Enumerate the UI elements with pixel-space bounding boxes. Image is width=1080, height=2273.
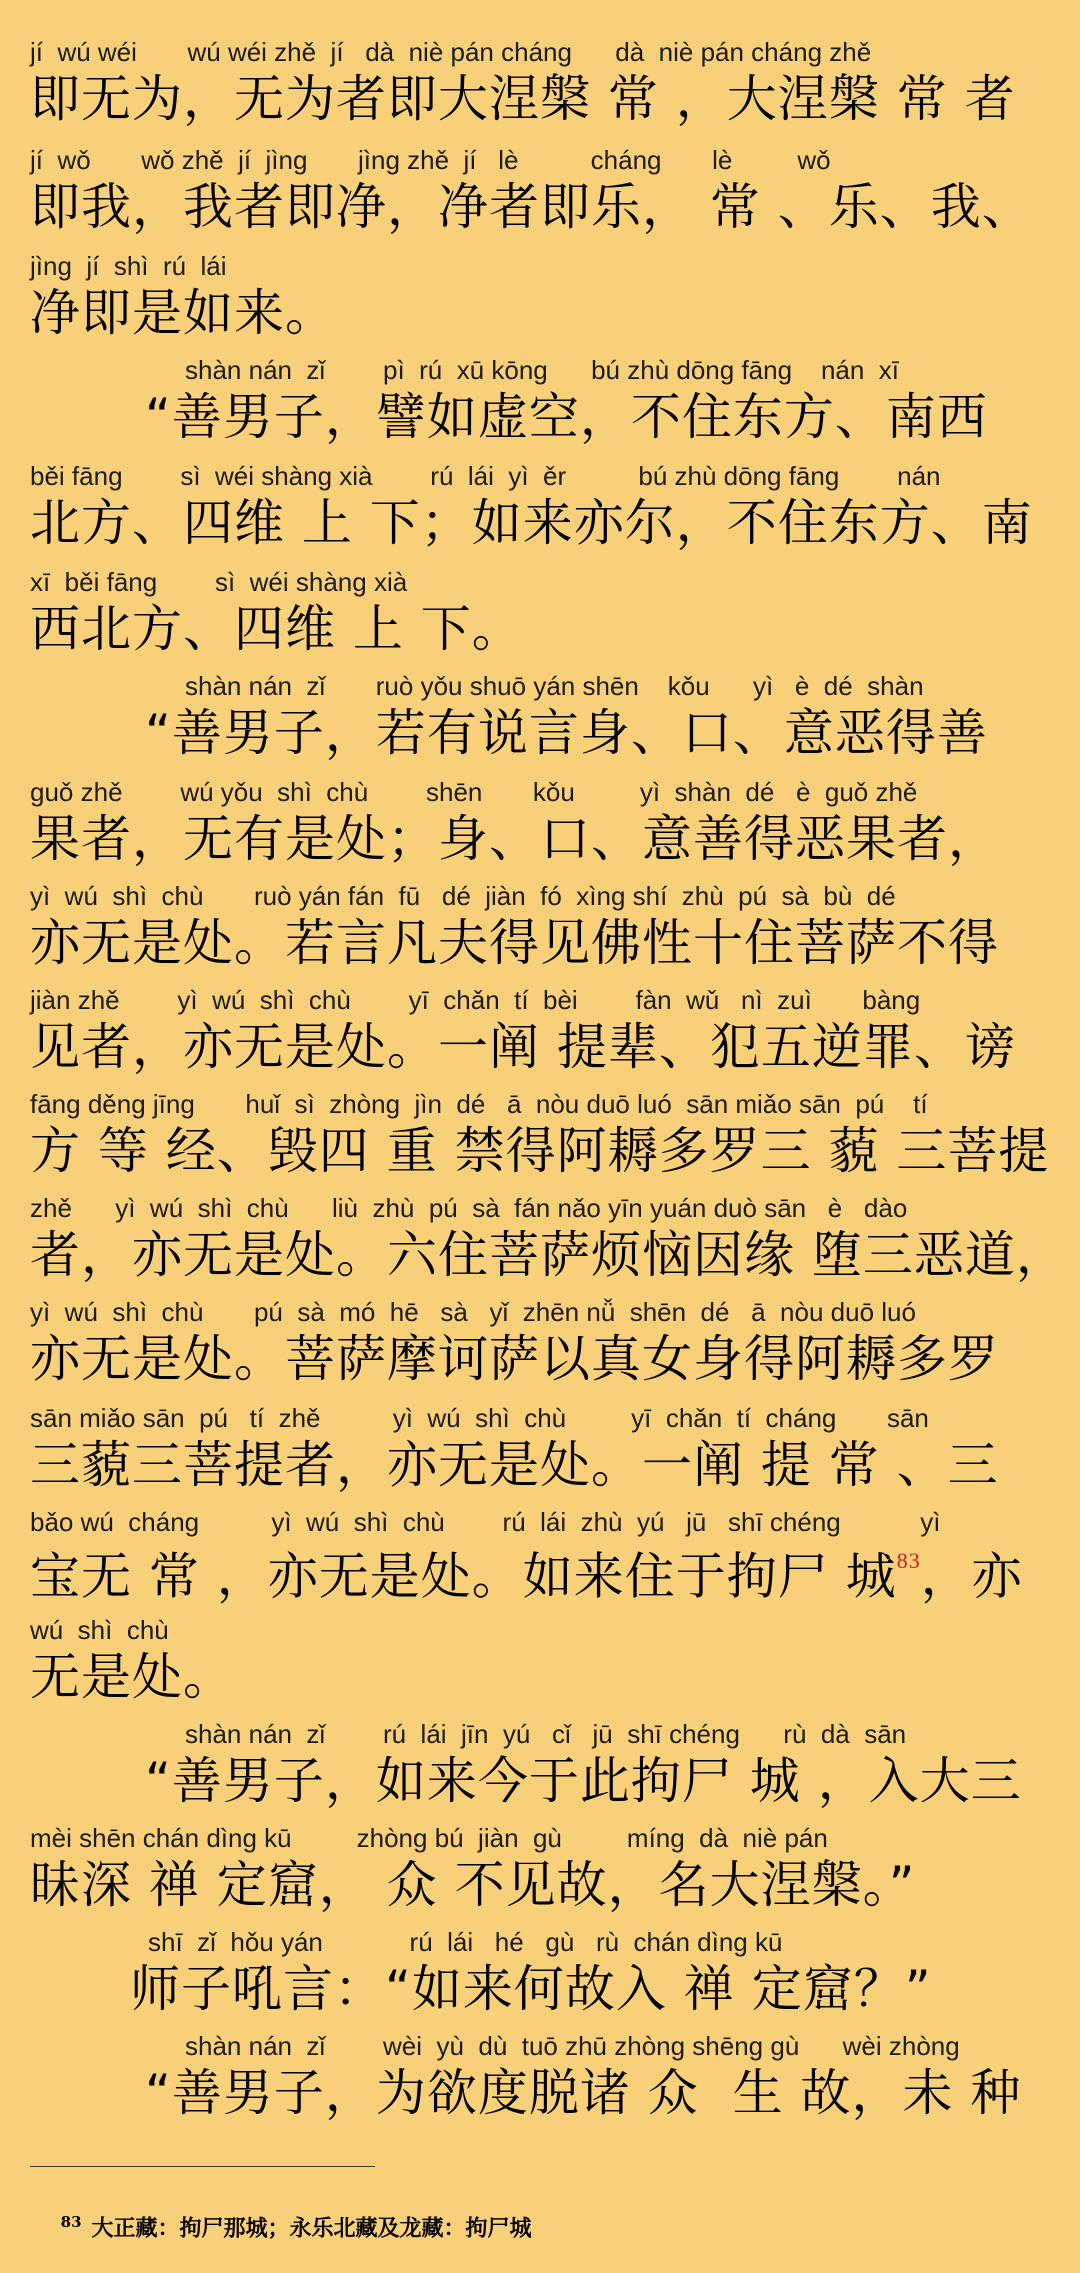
- pinyin-annotation: jí wú wéi wú wéi zhě jí dà niè pán cháng dà niè pán cháng zhě: [30, 37, 872, 67]
- footnote-reference[interactable]: 83: [896, 1548, 921, 1573]
- footnote-divider: [30, 2166, 375, 2167]
- chinese-text: 北方、四维 上 下；如来亦尔，不住东方、南: [30, 494, 1033, 552]
- text-line-7: [145, 670, 1055, 764]
- pinyin-annotation: bǎo wú cháng yì wú shì chù rú lái zhù yú jū shī chéng yì: [30, 1507, 941, 1537]
- pinyin-annotation: shī zǐ hǒu yán rú lái hé gù rù chán dìng kū: [148, 1927, 783, 1957]
- line-tail: ，亦: [920, 1547, 1023, 1606]
- text-line-12: [30, 1192, 1067, 1286]
- chinese-text: “善男子，如来今于此拘尸 城 ，入大三: [145, 1752, 1022, 1810]
- footnote-text: 大正藏：拘尸那城；永乐北藏及龙藏：拘尸城: [91, 2215, 532, 2242]
- footnote: [30, 2177, 1030, 2273]
- chinese-text: 亦无是处。若言凡夫得见佛性十住菩萨不得: [30, 914, 999, 972]
- pinyin-annotation: mèi shēn chán dìng kū zhòng bú jiàn gù míng dà niè pán: [30, 1823, 828, 1853]
- text-line-15: [30, 1506, 1055, 1608]
- footnote-number: 83: [60, 2213, 82, 2231]
- chinese-text: 西北方、四维 上 下。: [30, 600, 523, 658]
- chinese-text: 昧深 禅 定窟， 众 不见故，名大涅槃。”: [30, 1856, 916, 1914]
- text-line-14: [30, 1402, 1055, 1496]
- text-line-10: [30, 984, 1055, 1078]
- chinese-text: “善男子，为欲度脱诸 众 生 故，未 种: [145, 2064, 1022, 2122]
- pinyin-annotation: zhě yì wú shì chù liù zhù pú sà fán nǎo yīn yuán duò sān è dào: [30, 1193, 908, 1223]
- chinese-text: “善男子，譬如虚空，不住东方、南西: [145, 388, 988, 446]
- chinese-text: 即无为，无为者即大涅槃 常 ，大涅槃 常 者: [30, 70, 1016, 128]
- text-line-2: [30, 144, 1055, 238]
- pinyin-annotation: yì wú shì chù pú sà mó hē sà yǐ zhēn nǚ shēn dé ā nòu duō luó: [30, 1297, 916, 1327]
- chinese-text: 亦无是处。菩萨摩诃萨以真女身得阿耨多罗: [30, 1330, 999, 1388]
- text-line-1: [30, 36, 1055, 130]
- pinyin-annotation: běi fāng sì wéi shàng xià rú lái yì ěr bú zhù dōng fāng nán: [30, 461, 941, 491]
- text-line-17: [145, 1718, 1055, 1812]
- chinese-text: 师子吼言：“如来何故入 禅 定窟？”: [130, 1960, 932, 2018]
- line-text: 宝无 常 ，亦无是处。如来住于拘尸 城: [30, 1547, 897, 1606]
- pinyin-annotation: xī běi fāng sì wéi shàng xià: [30, 567, 408, 597]
- text-line-16: [30, 1614, 1055, 1708]
- pinyin-annotation: shàn nán zǐ ruò yǒu shuō yán shēn kǒu yì è dé shàn: [185, 671, 924, 701]
- text-line-8: [30, 776, 1055, 870]
- pinyin-annotation: shàn nán zǐ rú lái jīn yú cǐ jū shī chéng rù dà sān: [185, 1719, 907, 1749]
- pinyin-annotation: wú shì chù: [30, 1615, 169, 1645]
- text-line-3: [30, 250, 1055, 344]
- chinese-text: 者，亦无是处。六住菩萨烦恼因缘 堕三恶道，: [30, 1226, 1067, 1284]
- chinese-text: “善男子，若有说言身、口、意恶得善: [145, 704, 988, 762]
- pinyin-annotation: yì wú shì chù ruò yán fán fū dé jiàn fó xìng shí zhù pú sà bù dé: [30, 881, 896, 911]
- chinese-text: 见者，亦无是处。一阐 提辈、犯五逆罪、谤: [30, 1018, 1016, 1076]
- text-line-6: [30, 566, 1055, 660]
- pinyin-annotation: jiàn zhě yì wú shì chù yī chǎn tí bèi fàn wǔ nì zuì bàng: [30, 985, 921, 1015]
- text-line-11: [30, 1088, 1055, 1182]
- pinyin-annotation: shàn nán zǐ pì rú xū kōng bú zhù dōng fāng nán xī: [185, 355, 899, 385]
- text-line-5: [30, 460, 1055, 554]
- chinese-text: 净即是如来。: [30, 284, 336, 342]
- chinese-text: 方 等 经、毁四 重 禁得阿耨多罗三 藐 三菩提: [30, 1122, 1050, 1180]
- text-line-9: [30, 880, 1055, 974]
- text-line-19: [130, 1926, 1055, 2020]
- pinyin-annotation: shàn nán zǐ wèi yù dù tuō zhū zhòng shēng gù wèi zhòng: [185, 2031, 960, 2061]
- pinyin-annotation: jìng jí shì rú lái: [30, 251, 227, 281]
- text-line-20: [145, 2030, 1055, 2124]
- chinese-text: 无是处。: [30, 1648, 234, 1706]
- text-line-18: [30, 1822, 1055, 1916]
- pinyin-annotation: guǒ zhě wú yǒu shì chù shēn kǒu yì shàn dé è guǒ zhě: [30, 777, 918, 807]
- chinese-text: 即我，我者即净，净者即乐， 常 、乐、我、: [30, 178, 1033, 236]
- chinese-text: 三藐三菩提者，亦无是处。一阐 提 常 、三: [30, 1436, 999, 1494]
- pinyin-annotation: sān miǎo sān pú tí zhě yì wú shì chù yī chǎn tí cháng sān: [30, 1403, 929, 1433]
- chinese-text: 果者，无有是处；身、口、意善得恶果者，: [30, 810, 999, 868]
- text-line-13: [30, 1296, 1055, 1390]
- text-line-4: [145, 354, 1055, 448]
- pinyin-annotation: fāng děng jīng huǐ sì zhòng jìn dé ā nòu duō luó sān miǎo sān pú tí: [30, 1089, 928, 1119]
- chinese-text: [30, 1538, 1055, 1608]
- pinyin-annotation: jí wǒ wǒ zhě jí jìng jìng zhě jí lè cháng lè wǒ: [30, 145, 831, 175]
